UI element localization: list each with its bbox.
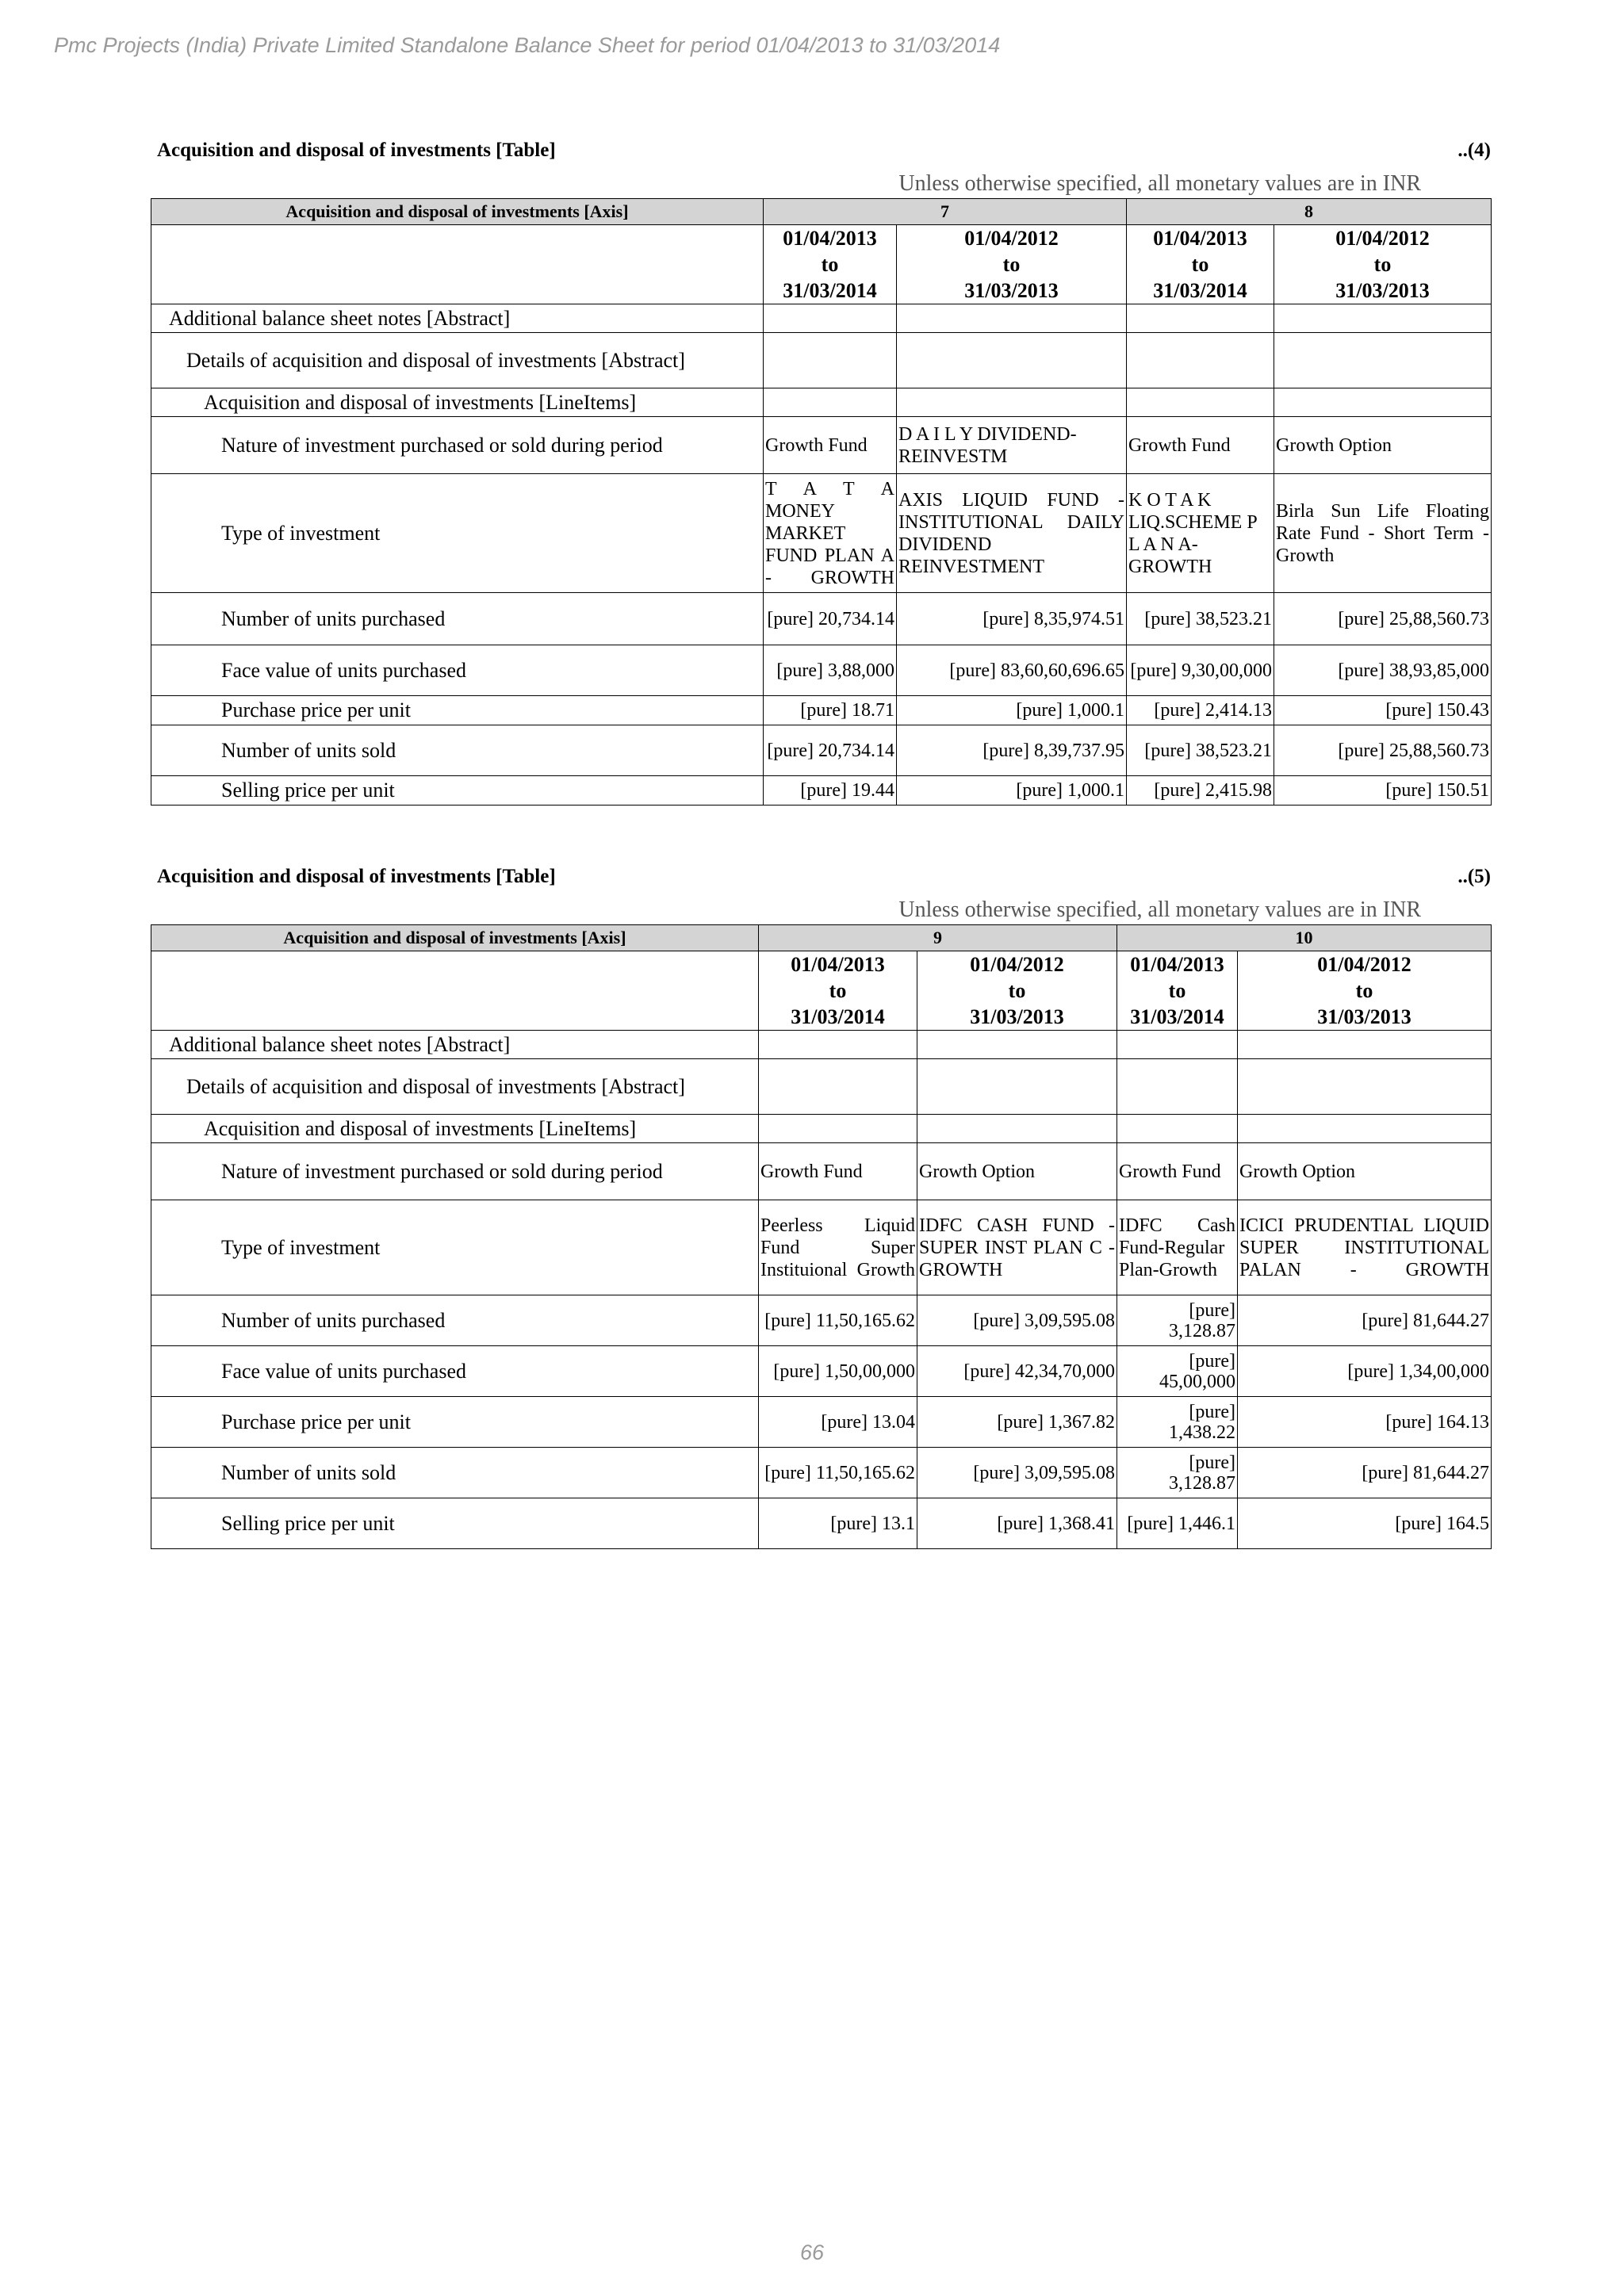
cell-value: D A I L Y DIVIDEND-REINVESTM xyxy=(897,417,1127,474)
table-number: ..(5) xyxy=(1457,866,1491,887)
cell-value: K O T A K LIQ.SCHEME P L A N A-GROWTH xyxy=(1127,474,1274,593)
cell-value: [pure] 38,523.21 xyxy=(1127,725,1274,776)
table-row xyxy=(151,1295,1492,1346)
cell-value: [pure] 3,09,595.08 xyxy=(917,1448,1117,1498)
table-row xyxy=(151,417,1492,474)
row-label: Purchase price per unit xyxy=(151,696,764,725)
cell-value: [pure] 25,88,560.73 xyxy=(1274,593,1492,645)
table-row xyxy=(151,776,1492,806)
row-label: Number of units sold xyxy=(151,1448,759,1498)
cell-value: [pure] 20,734.14 xyxy=(764,593,897,645)
cell-value: [pure] 20,734.14 xyxy=(764,725,897,776)
cell-value: [pure] 3,128.87 xyxy=(1117,1295,1238,1346)
cell-value: [pure] 3,88,000 xyxy=(764,645,897,696)
cell-value: Growth Option xyxy=(1238,1143,1492,1200)
period-header: 01/04/2013 to 31/03/2014 xyxy=(1127,225,1274,304)
table-row xyxy=(151,1498,1492,1549)
cell-value: Growth Fund xyxy=(1127,417,1274,474)
cell-value: [pure] 83,60,60,696.65 xyxy=(897,645,1127,696)
cell-value: [pure] 150.51 xyxy=(1274,776,1492,806)
row-label: Face value of units purchased xyxy=(151,1346,759,1397)
cell-value: [pure] 42,34,70,000 xyxy=(917,1346,1117,1397)
row-label: Type of investment xyxy=(151,1200,759,1295)
period-header: 01/04/2013 to 31/03/2014 xyxy=(764,225,897,304)
table-number: ..(4) xyxy=(1457,140,1491,161)
table-section-5 xyxy=(151,866,1491,1549)
row-label: Number of units sold xyxy=(151,725,764,776)
cell-value: [pure] 9,30,00,000 xyxy=(1127,645,1274,696)
row-label: Selling price per unit xyxy=(151,776,764,806)
table-title: Acquisition and disposal of investments [Table] xyxy=(157,140,556,161)
cell-value: Growth Fund xyxy=(1117,1143,1238,1200)
table-row xyxy=(151,304,1492,333)
cell-value: Birla Sun Life Floating Rate Fund - Short Term - Growth xyxy=(1274,474,1492,593)
cell-value: [pure] 25,88,560.73 xyxy=(1274,725,1492,776)
row-label: Acquisition and disposal of investments [LineItems] xyxy=(151,1115,759,1143)
page-header: Pmc Projects (India) Private Limited Standalone Balance Sheet for period 01/04/2013 to 31/03/2014 xyxy=(54,33,1001,57)
period-row xyxy=(151,225,1492,304)
cell-value: [pure] 164.13 xyxy=(1238,1397,1492,1448)
cell-value: AXIS LIQUID FUND - INSTITUTIONAL DAILY DIVIDEND REINVESTMENT xyxy=(897,474,1127,593)
table-row xyxy=(151,696,1492,725)
cell-value: [pure] 8,35,974.51 xyxy=(897,593,1127,645)
cell-value: Growth Option xyxy=(1274,417,1492,474)
investments-table xyxy=(151,924,1492,1549)
row-label: Nature of investment purchased or sold during period xyxy=(151,1143,759,1200)
axis-group: 7 xyxy=(764,199,1127,225)
empty-cell xyxy=(151,225,764,304)
cell-value: [pure] 13.04 xyxy=(759,1397,917,1448)
row-label: Acquisition and disposal of investments [LineItems] xyxy=(151,388,764,417)
cell-value: [pure] 11,50,165.62 xyxy=(759,1448,917,1498)
period-header: 01/04/2012 to 31/03/2013 xyxy=(897,225,1127,304)
row-label: Details of acquisition and disposal of investments [Abstract] xyxy=(151,333,764,388)
currency-note: Unless otherwise specified, all monetary values are in INR xyxy=(898,171,1421,196)
cell-value: [pure] 1,34,00,000 xyxy=(1238,1346,1492,1397)
cell-value: Growth Fund xyxy=(759,1143,917,1200)
cell-value: [pure] 11,50,165.62 xyxy=(759,1295,917,1346)
table-row xyxy=(151,388,1492,417)
page-number: 66 xyxy=(799,2241,825,2264)
cell-value: [pure] 38,93,85,000 xyxy=(1274,645,1492,696)
row-label: Purchase price per unit xyxy=(151,1397,759,1448)
cell-value: [pure] 1,000.1 xyxy=(897,776,1127,806)
table-row xyxy=(151,474,1492,593)
axis-label: Acquisition and disposal of investments [Axis] xyxy=(151,199,764,225)
cell-value: Growth Fund xyxy=(764,417,897,474)
cell-value: [pure] 150.43 xyxy=(1274,696,1492,725)
cell-value: [pure] 18.71 xyxy=(764,696,897,725)
row-label: Number of units purchased xyxy=(151,593,764,645)
cell-value: [pure] 38,523.21 xyxy=(1127,593,1274,645)
axis-group: 10 xyxy=(1117,925,1492,951)
row-label: Selling price per unit xyxy=(151,1498,759,1549)
period-header: 01/04/2013 to 31/03/2014 xyxy=(1117,951,1238,1031)
table-row xyxy=(151,593,1492,645)
cell-value: [pure] 1,367.82 xyxy=(917,1397,1117,1448)
axis-group: 9 xyxy=(759,925,1117,951)
row-label: Nature of investment purchased or sold during period xyxy=(151,417,764,474)
empty-cell xyxy=(151,951,759,1031)
cell-value: IDFC Cash Fund-Regular Plan-Growth xyxy=(1117,1200,1238,1295)
table-title: Acquisition and disposal of investments [Table] xyxy=(157,866,556,887)
table-row xyxy=(151,645,1492,696)
period-header: 01/04/2013 to 31/03/2014 xyxy=(759,951,917,1031)
cell-value: [pure] 3,09,595.08 xyxy=(917,1295,1117,1346)
cell-value: [pure] 45,00,000 xyxy=(1117,1346,1238,1397)
cell-value: Growth Option xyxy=(917,1143,1117,1200)
row-label: Number of units purchased xyxy=(151,1295,759,1346)
cell-value: [pure] 81,644.27 xyxy=(1238,1448,1492,1498)
cell-value: [pure] 1,000.1 xyxy=(897,696,1127,725)
period-header: 01/04/2012 to 31/03/2013 xyxy=(1274,225,1492,304)
table-row xyxy=(151,1346,1492,1397)
table-row xyxy=(151,1200,1492,1295)
cell-value: T A T A MONEY MARKET FUND PLAN A - GROWTH xyxy=(764,474,897,593)
row-label: Face value of units purchased xyxy=(151,645,764,696)
cell-value: IDFC CASH FUND - SUPER INST PLAN C - GROWTH xyxy=(917,1200,1117,1295)
table-row xyxy=(151,1448,1492,1498)
cell-value: [pure] 1,50,00,000 xyxy=(759,1346,917,1397)
currency-note: Unless otherwise specified, all monetary values are in INR xyxy=(898,897,1421,922)
cell-value: [pure] 19.44 xyxy=(764,776,897,806)
period-header: 01/04/2012 to 31/03/2013 xyxy=(1238,951,1492,1031)
table-row xyxy=(151,1059,1492,1115)
cell-value: [pure] 164.5 xyxy=(1238,1498,1492,1549)
table-row xyxy=(151,1143,1492,1200)
cell-value: [pure] 1,446.1 xyxy=(1117,1498,1238,1549)
axis-group: 8 xyxy=(1127,199,1492,225)
cell-value: [pure] 2,414.13 xyxy=(1127,696,1274,725)
row-label: Type of investment xyxy=(151,474,764,593)
cell-value: [pure] 8,39,737.95 xyxy=(897,725,1127,776)
row-label: Additional balance sheet notes [Abstract] xyxy=(151,1031,759,1059)
cell-value: Peerless Liquid Fund Super Instituional Growth xyxy=(759,1200,917,1295)
table-row xyxy=(151,1115,1492,1143)
cell-value: [pure] 2,415.98 xyxy=(1127,776,1274,806)
table-row xyxy=(151,725,1492,776)
row-label: Details of acquisition and disposal of investments [Abstract] xyxy=(151,1059,759,1115)
table-row xyxy=(151,333,1492,388)
period-row xyxy=(151,951,1492,1031)
cell-value: [pure] 1,438.22 xyxy=(1117,1397,1238,1448)
axis-label: Acquisition and disposal of investments [Axis] xyxy=(151,925,759,951)
cell-value: ICICI PRUDENTIAL LIQUID SUPER INSTITUTIONAL PALAN - GROWTH xyxy=(1238,1200,1492,1295)
table-row xyxy=(151,1397,1492,1448)
cell-value: [pure] 13.1 xyxy=(759,1498,917,1549)
table-row xyxy=(151,1031,1492,1059)
table-section-4 xyxy=(151,140,1491,806)
row-label: Additional balance sheet notes [Abstract] xyxy=(151,304,764,333)
cell-value: [pure] 1,368.41 xyxy=(917,1498,1117,1549)
cell-value: [pure] 3,128.87 xyxy=(1117,1448,1238,1498)
cell-value: [pure] 81,644.27 xyxy=(1238,1295,1492,1346)
period-header: 01/04/2012 to 31/03/2013 xyxy=(917,951,1117,1031)
investments-table xyxy=(151,198,1492,806)
